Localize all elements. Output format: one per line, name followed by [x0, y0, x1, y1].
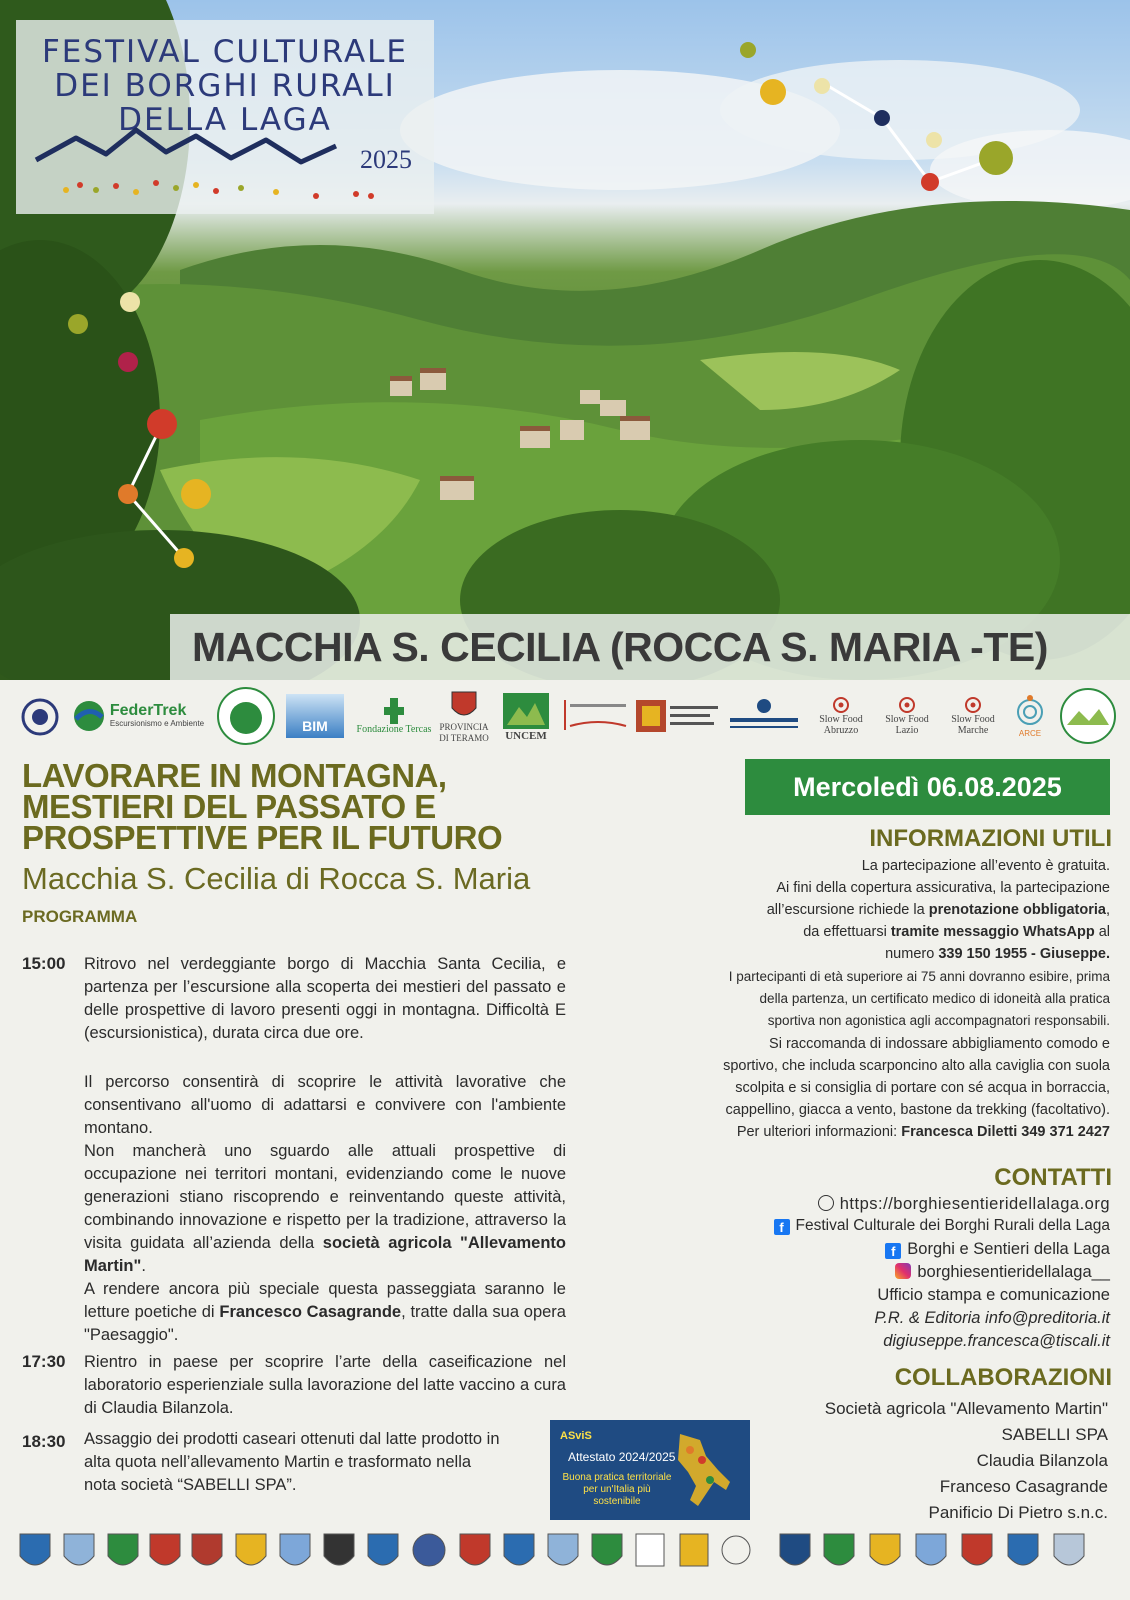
festival-year: 2025 [360, 145, 412, 174]
info-line-6: I partecipanti di età superiore ai 75 anni dovranno esibire, prima [728, 969, 1110, 984]
program-text-1c-main: Non mancherà uno sguardo alle attuali prospettive di occupazione nei territori montani, evidenziando come le nuove generazioni stiano riscoprendo e reinventando queste attività, combinando innovazione e rispetto per la tradizione, attraverso la visita guidata all’azienda della [84, 1142, 566, 1252]
contact-instagram[interactable] [895, 1261, 1110, 1284]
slowfood-lazio-text: Slow Food Lazio [885, 714, 929, 736]
info-line-7: della partenza, un certificato medico di idoneità alla pratica [759, 991, 1110, 1006]
uncem-text: UNCEM [505, 729, 547, 742]
slowfood-marche-text: Slow Food Marche [951, 714, 995, 736]
spiral-icon [1015, 694, 1045, 728]
headline-line-1: LAVORARE IN MONTAGNA, [22, 757, 447, 794]
email-2-link[interactable]: digiuseppe.francesca@tiscali.it [883, 1332, 1110, 1350]
facebook-1-link[interactable]: Festival Culturale dei Borghi Rurali della Laga [795, 1217, 1110, 1234]
contact-press-office: Ufficio stampa e comunicazione [877, 1286, 1110, 1304]
info-line-4-a: da effettuarsi [803, 924, 887, 940]
info-line-4 [803, 921, 1110, 944]
info-line-3: all’escursione richiede la prenotazione obbligatoria, [766, 902, 1110, 918]
federtrek-tagline: Escursionismo e Ambiente [109, 719, 205, 728]
info-line-5-b: 339 150 1955 - Giuseppe. [938, 946, 1110, 962]
chamber-icon [564, 696, 628, 736]
contact-facebook-1[interactable] [774, 1215, 1110, 1238]
asvis-logo: ASviS [560, 1430, 592, 1442]
emblem-logo [18, 686, 62, 746]
poet-name: Francesco Casagrande [219, 1303, 402, 1321]
contact-facebook-2[interactable] [885, 1238, 1110, 1261]
facebook-icon: f [885, 1243, 901, 1259]
program-text-1b: Il percorso consentirà di scoprire le attività lavorative che consentivano all'uomo di adattarsi e convivere con l'ambiente montano. [84, 1073, 566, 1137]
program-text-1d-end: tratte dalla sua opera "Paesaggio". [84, 1303, 566, 1344]
facebook-icon: f [774, 1219, 790, 1235]
program-text-2: Rientro in paese per scoprire l’arte della caseificazione nel laboratorio esperienziale sulla lavorazione del latte vaccino a cura di Claudia Bilanzola. [84, 1353, 566, 1417]
event-date-box [745, 759, 1110, 815]
asvis-badge [550, 1420, 750, 1520]
festival-title-line-2: DEI BORGHI RURALI [54, 68, 396, 104]
sponsor-logos [18, 686, 1118, 752]
program-text-1c: Non mancherà uno sguardo alle attuali prospettive di occupazione nei territori montani, evidenziando come le nuove generazioni stiano riscoprendo e reinventando queste attività, combinando innovazione e rispetto per la tradizione, attraverso la visita guidata all’azienda della società agricola "Allevamento Martin". [84, 1142, 566, 1275]
uncem-icon [501, 691, 551, 731]
facebook-2-link[interactable]: Borghi e Sentieri della Laga [907, 1240, 1110, 1258]
festival-title-box [16, 20, 434, 214]
slowfood-lazio-logo [876, 686, 938, 746]
info-line-13 [737, 1121, 1110, 1144]
slowfood-abruzzo-logo [810, 686, 872, 746]
info-line-9: Si raccomanda di indossare abbigliamento comodo e [769, 1036, 1110, 1052]
location-banner [170, 614, 1130, 680]
info-line-1: La partecipazione all’evento è gratuita. [861, 858, 1110, 874]
program-text-3: Assaggio dei prodotti caseari ottenuti dal latte prodotto in alta quota nell’allevamento Martin e trasformato nella nota società “SABELLI SPA”. [84, 1430, 500, 1494]
snail-icon [963, 696, 983, 714]
university-logo [636, 686, 720, 746]
headline-line-3: PROSPETTIVE PER IL FUTURO [22, 819, 503, 856]
bim-logo [284, 686, 346, 746]
contact-press-email[interactable] [874, 1307, 1110, 1330]
badge-text: Buona pratica territoriale per un'Italia più sostenibile [562, 1472, 672, 1507]
collaborator-4: Franceso Casagrande [939, 1477, 1108, 1496]
collaborator-3: Claudia Bilanzola [976, 1451, 1108, 1470]
website-link[interactable]: https://borghiesentieridellalaga.org [839, 1195, 1110, 1213]
mountain-logo-icon [16, 20, 434, 214]
uncem-logo [498, 686, 554, 746]
collaborator-5: Panificio Di Pietro s.n.c. [928, 1503, 1108, 1522]
federtrek-icon [72, 699, 106, 733]
info-line-3-b: prenotazione obbligatoria [928, 902, 1106, 918]
instagram-icon [895, 1263, 911, 1279]
info-line-5-a: numero [885, 946, 935, 962]
event-subtitle: Macchia S. Cecilia di Rocca S. Maria [22, 861, 531, 896]
goat-icon [216, 686, 276, 746]
arce-text: ARCE [1018, 728, 1042, 738]
tercas-text: Fondazione Tercas [356, 723, 432, 735]
tercas-icon [384, 698, 404, 724]
festival-title-line-1: FESTIVAL CULTURALE [41, 34, 409, 70]
emblem-icon [20, 691, 60, 741]
farm-name: società agricola "Allevamento Martin" [84, 1234, 566, 1275]
contacts-title: CONTATTI [994, 1164, 1112, 1191]
provincia-text: PROVINCIA DI TERAMO [439, 722, 489, 743]
program-time-3: 18:30 [22, 1432, 66, 1451]
confcommercio-icon [728, 696, 800, 736]
camera-commercio-logo [564, 686, 628, 746]
info-line-13-a: Per ulteriori informazioni: [736, 1124, 898, 1140]
headline-line-2: MESTIERI DEL PASSATO E [22, 788, 436, 825]
info-line-12: cappellino, giacca a vento, bastone da trekking (facoltativo). [725, 1102, 1110, 1118]
info-contact-phone: Francesca Diletti 349 371 2427 [901, 1124, 1110, 1140]
info-title: INFORMAZIONI UTILI [869, 825, 1112, 852]
press-email-link[interactable]: P.R. & Editoria info@preditoria.it [874, 1309, 1110, 1327]
snail-icon [897, 696, 917, 714]
collaborator-2: SABELLI SPA [1001, 1425, 1108, 1444]
program-time-1: 15:00 [22, 954, 66, 973]
collaborator-1: Società agricola "Allevamento Martin" [824, 1399, 1108, 1418]
event-date: Mercoledì 06.08.2025 [793, 772, 1062, 802]
parco-logo [214, 686, 278, 746]
federtrek-logo [68, 686, 208, 746]
confcommercio-logo [726, 686, 802, 746]
borghi-sentieri-logo [1058, 686, 1118, 746]
info-line-10: sportivo, che includa scarponcino alto alla caviglia con suola [723, 1058, 1110, 1074]
program-text-1a: Ritrovo nel verdeggiante borgo di Macchia Santa Cecilia, e partenza per l’escursione alla scoperta dei mestieri del passato e delle prospettive di lavoro presenti oggi in montagna. Difficoltà E (escursionistica), durata circa due ore. [84, 955, 566, 1042]
hero-image [0, 0, 1130, 680]
borghi-sentieri-icon [1059, 687, 1117, 745]
tercas-logo [354, 686, 434, 746]
crest-icons [14, 1528, 1119, 1588]
program-text-1d: A rendere ancora più speciale questa passeggiata saranno le letture poetiche di Francesco Casagrande, tratte dalla sua opera "Paesaggio". [84, 1280, 566, 1344]
info-line-8: sportiva non agonistica agli accompagnatori responsabili. [767, 1013, 1110, 1028]
snail-icon [831, 696, 851, 714]
arce-logo [1008, 686, 1052, 746]
federtrek-name: FederTrek [109, 702, 187, 719]
slowfood-marche-logo [942, 686, 1004, 746]
globe-icon [818, 1195, 834, 1211]
info-line-3-a: all’escursione richiede la [766, 902, 925, 918]
info-line-11: scolpita e si consiglia di portare con sé acqua in borraccia, [735, 1080, 1110, 1096]
info-line-5 [885, 943, 1110, 966]
bim-text: BIM [302, 718, 328, 734]
program-time-2: 17:30 [22, 1352, 66, 1371]
info-line-4-c: al [1098, 924, 1110, 940]
slowfood-abruzzo-text: Slow Food Abruzzo [819, 714, 863, 736]
festival-title-line-3: DELLA LAGA [118, 102, 332, 138]
instagram-link[interactable]: borghiesentieridellalaga__ [917, 1263, 1110, 1281]
event-headline [22, 757, 642, 856]
provincia-logo [436, 686, 492, 746]
program-label: PROGRAMMA [22, 907, 138, 926]
info-line-2: Ai fini della copertura assicurativa, la partecipazione [776, 880, 1110, 896]
badge-title: Attestato 2024/2025 [568, 1450, 676, 1464]
program-text-1d-main: A rendere ancora più speciale questa passeggiata saranno le letture poetiche di [84, 1280, 566, 1321]
contact-email-2[interactable] [883, 1330, 1110, 1353]
contact-website[interactable] [818, 1193, 1110, 1216]
municipality-crests [14, 1528, 1119, 1588]
university-icon [636, 696, 720, 736]
collaborations-title: COLLABORAZIONI [894, 1364, 1112, 1391]
info-line-4-b: tramite messaggio WhatsApp [890, 924, 1095, 940]
provincia-crest-icon [449, 688, 479, 722]
location-title: MACCHIA S. CECILIA (ROCCA S. MARIA -TE) [192, 624, 1048, 670]
